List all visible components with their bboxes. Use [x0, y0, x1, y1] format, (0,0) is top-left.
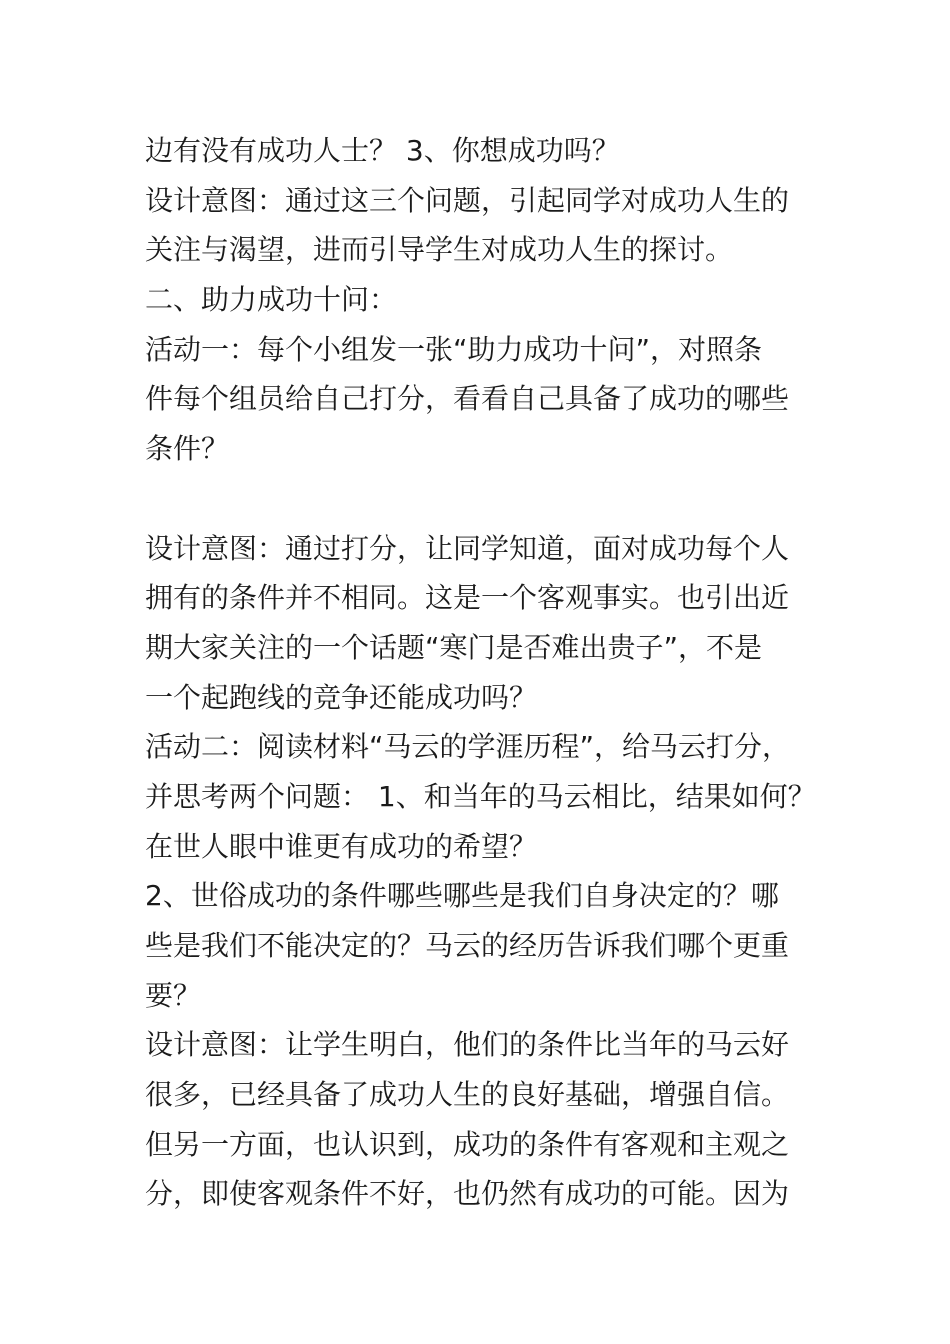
text-line-13: 活动二：阅读材料“马云的学涯历程”，给马云打分，	[145, 730, 791, 764]
text-line-12: 一个起跑线的竞争还能成功吗？	[145, 680, 538, 714]
text-line-18: 要？	[145, 978, 202, 1012]
text-line-10: 拥有的条件并不相同。这是一个客观事实。也引出近	[145, 581, 790, 615]
text-line-2: 设计意图：通过这三个问题，引起同学对成功人生的	[145, 183, 790, 217]
text-line-15: 在世人眼中谁更有成功的希望？	[145, 829, 538, 863]
text-line-6: 件每个组员给自己打分，看看自己具备了成功的哪些	[145, 382, 790, 416]
text-line-22: 分，即使客观条件不好，也仍然有成功的可能。因为	[145, 1177, 790, 1211]
blank-line	[145, 474, 845, 524]
text-line-20: 很多，已经具备了成功人生的良好基础，增强自信。	[145, 1078, 790, 1112]
text-line-11: 期大家关注的一个话题“寒门是否难出贵子”，不是	[145, 630, 763, 664]
document-body	[145, 126, 845, 1219]
text-line-7: 条件？	[145, 432, 230, 466]
text-line-9: 设计意图：通过打分，让同学知道，面对成功每个人	[145, 531, 790, 565]
section-heading: 二、助力成功十问：	[145, 283, 398, 317]
text-line-3: 关注与渴望，进而引导学生对成功人生的探讨。	[145, 233, 734, 267]
text-line-17: 些是我们不能决定的？马云的经历告诉我们哪个更重	[145, 929, 790, 962]
text-line-5: 活动一：每个小组发一张“助力成功十问”，对照条	[145, 332, 763, 366]
text-line-14: 并思考两个问题： 1、和当年的马云相比，结果如何？	[145, 779, 816, 813]
text-line-19: 设计意图：让学生明白，他们的条件比当年的马云好	[145, 1028, 790, 1062]
text-line-1: 边有没有成功人士？ 3、你想成功吗？	[145, 134, 620, 167]
text-line-21: 但另一方面，也认识到，成功的条件有客观和主观之	[145, 1127, 790, 1161]
text-line-16: 2、世俗成功的条件哪些哪些是我们自身决定的？哪	[145, 879, 779, 913]
